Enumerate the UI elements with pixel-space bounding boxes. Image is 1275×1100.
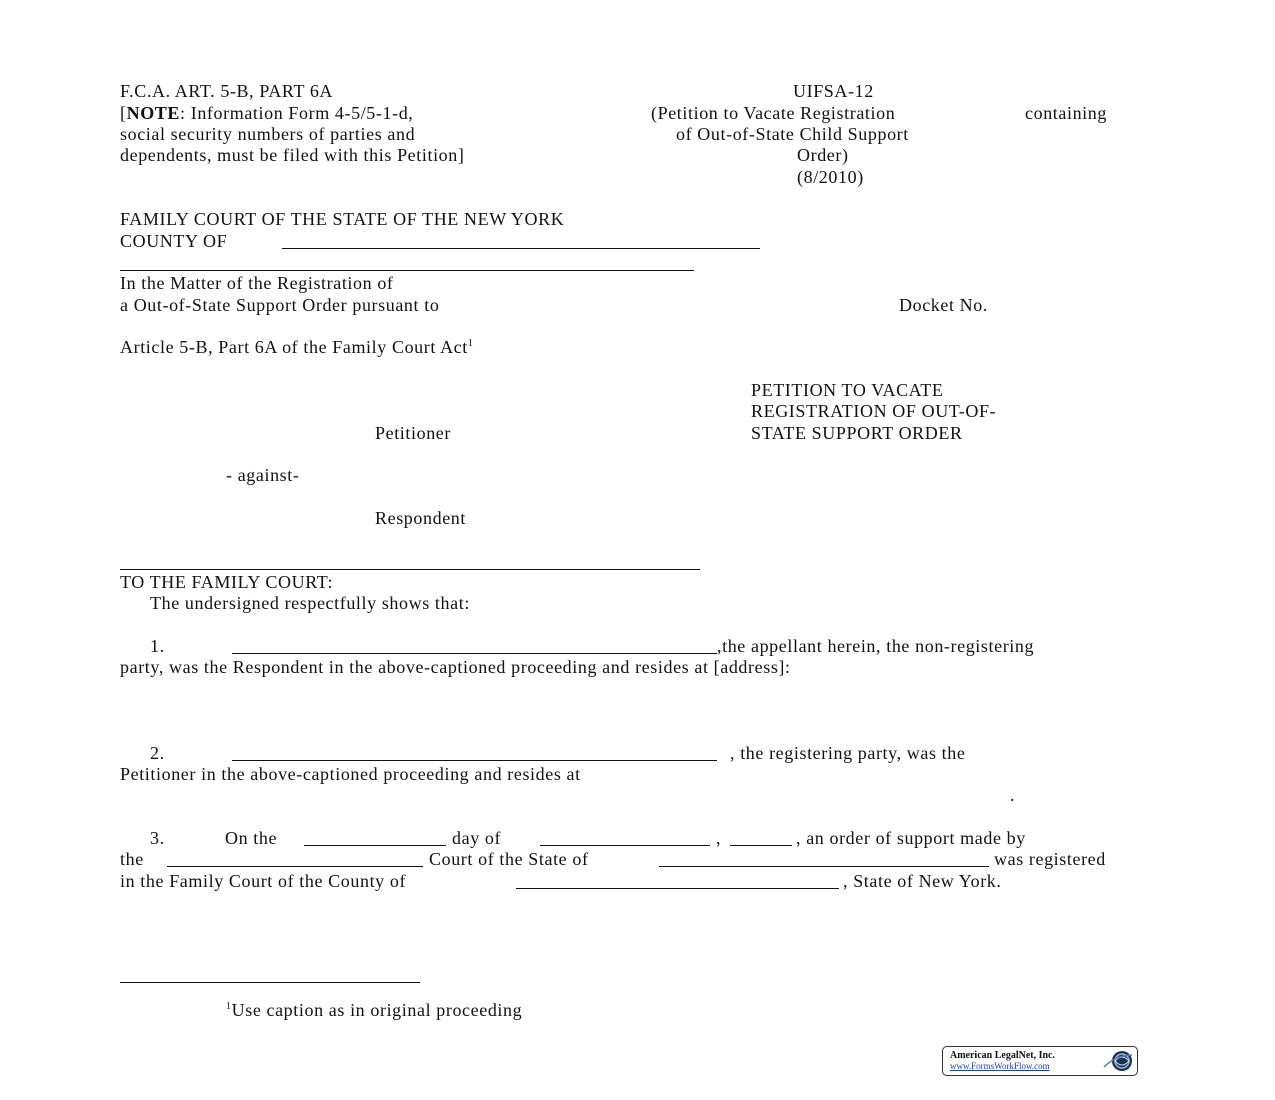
footnote-text: Use caption as in original proceeding — [231, 1000, 523, 1020]
publisher-url[interactable]: www.FormsWorkFlow.com — [950, 1061, 1050, 1071]
note-text-1: : Information Form 4-5/5-1-d, — [180, 103, 414, 123]
paragraph-3-comma: , — [716, 828, 722, 848]
matter-line-1: In the Matter of the Registration of — [120, 273, 394, 293]
court-title: FAMILY COURT OF THE STATE OF THE NEW YORK — [120, 209, 565, 229]
form-description-line-2: of Out-of-State Child Support — [676, 124, 909, 144]
footnote-reference: 1 — [467, 338, 474, 349]
intro-text: The undersigned respectfully shows that: — [150, 593, 470, 613]
note-open-bracket: [ — [120, 103, 127, 123]
form-revision-date: (8/2010) — [797, 167, 864, 187]
paragraph-2-period: . — [1010, 785, 1016, 805]
form-description-line-1: (Petition to Vacate Registration — [651, 103, 896, 123]
year-blank[interactable] — [730, 845, 792, 846]
caption-bottom-rule — [120, 569, 700, 570]
county-label: COUNTY OF — [120, 231, 228, 251]
respondent-label: Respondent — [375, 508, 466, 528]
county-blank[interactable] — [282, 248, 760, 249]
note-line-1 — [120, 103, 413, 124]
matter-line-2: a Out-of-State Support Order pursuant to — [120, 295, 440, 315]
paragraph-3-number: 3. — [150, 828, 165, 848]
paragraph-3-order-text: , an order of support made by — [796, 828, 1026, 848]
issuing-court-blank[interactable] — [167, 866, 423, 867]
petitioner-label: Petitioner — [375, 423, 451, 443]
issuing-state-blank[interactable] — [659, 866, 989, 867]
paragraph-3-court-of-state: Court of the State of — [429, 849, 589, 869]
paragraph-1-number: 1. — [150, 636, 165, 656]
caption-top-rule — [120, 270, 694, 271]
footnote-number: 1 — [226, 1001, 232, 1012]
paragraph-1-text-b: party, was the Respondent in the above-captioned proceeding and resides at [address]: — [120, 657, 791, 677]
footnote-separator — [120, 982, 420, 983]
paragraph-2-text-b: Petitioner in the above-captioned proceeding and resides at — [120, 764, 581, 784]
globe-logo-icon — [1102, 1049, 1134, 1078]
month-blank[interactable] — [540, 845, 710, 846]
to-court-heading: TO THE FAMILY COURT: — [120, 572, 334, 592]
paragraph-3-the: the — [120, 849, 144, 869]
against-label: - against- — [226, 465, 300, 485]
publisher-badge[interactable] — [942, 1046, 1138, 1076]
paragraph-3-county-text: in the Family Court of the County of — [120, 871, 407, 891]
docket-label: Docket No. — [899, 295, 988, 315]
note-line-2: social security numbers of parties and — [120, 124, 416, 144]
paragraph-2-number: 2. — [150, 743, 165, 763]
paragraph-3-registered: was registered — [994, 849, 1106, 869]
article-line — [120, 337, 473, 358]
note-line-3: dependents, must be filed with this Petition] — [120, 145, 465, 165]
petition-title-3: STATE SUPPORT ORDER — [751, 423, 963, 443]
petition-title-2: REGISTRATION OF OUT-OF- — [751, 401, 997, 421]
paragraph-3-state-text: , State of New York. — [843, 871, 1002, 891]
footnote — [226, 1000, 522, 1021]
appellant-name-blank[interactable] — [232, 653, 717, 654]
paragraph-3-day-of: day of — [452, 828, 502, 848]
paragraph-3-on-the: On the — [225, 828, 278, 848]
publisher-name: American LegalNet, Inc. — [950, 1050, 1055, 1061]
petition-title-1: PETITION TO VACATE — [751, 380, 944, 400]
note-label: NOTE — [126, 103, 181, 123]
registering-party-blank[interactable] — [232, 760, 717, 761]
form-description-line-3: Order) — [797, 145, 849, 165]
statute-reference: F.C.A. ART. 5-B, PART 6A — [120, 81, 334, 101]
form-description-containing: containing — [1025, 103, 1107, 123]
day-blank[interactable] — [304, 845, 446, 846]
paragraph-2-text-a: , the registering party, was the — [730, 743, 966, 763]
registration-county-blank[interactable] — [516, 888, 839, 889]
form-code: UIFSA-12 — [793, 81, 874, 101]
article-text: Article 5-B, Part 6A of the Family Court Act — [120, 337, 468, 357]
paragraph-1-text-a: ,the appellant herein, the non-registering — [717, 636, 1035, 656]
